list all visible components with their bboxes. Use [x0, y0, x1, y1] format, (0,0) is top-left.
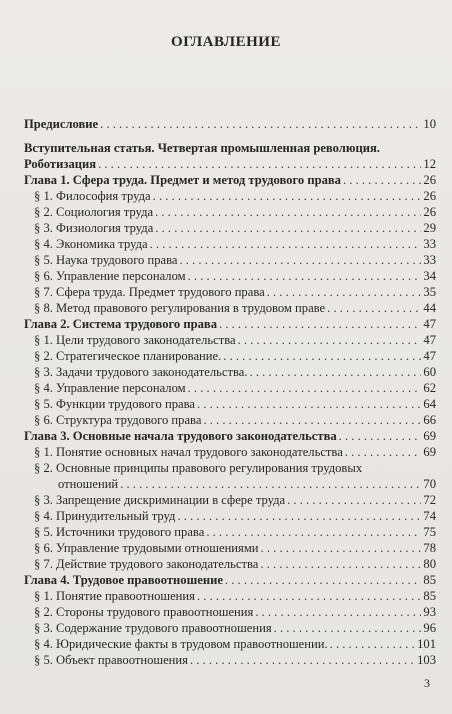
toc-entry-label: отношений [58, 477, 119, 491]
toc-section-entry[interactable] [24, 284, 436, 300]
toc-entry-label: § 4. Юридические факты в трудовом правоотношении. [34, 637, 328, 651]
toc-entry-label: Вступительная статья. Четвертая промышленная революция. [24, 141, 380, 155]
toc-leader-dots [120, 476, 421, 492]
toc-entry-page: 62 [423, 381, 436, 395]
toc-entry-label: § 6. Управление персоналом [34, 269, 186, 283]
toc-entry-page: 35 [423, 285, 436, 299]
toc-leader-dots [330, 636, 415, 652]
toc-section-entry[interactable] [24, 188, 436, 204]
toc-entry-label: § 1. Понятие основных начал трудового законодательства [34, 445, 343, 459]
toc-entry-page: 85 [423, 589, 436, 603]
toc-leader-dots [255, 604, 421, 620]
toc-section-entry[interactable] [24, 588, 436, 604]
toc-entry-page: 70 [423, 477, 436, 491]
toc-entry-label: § 2. Социология труда [34, 205, 154, 219]
toc-entry-page: 26 [423, 189, 436, 203]
toc-leader-dots [225, 572, 421, 588]
toc-section-entry[interactable] [24, 636, 436, 652]
toc-leader-dots [150, 236, 422, 252]
toc-entry-label: Предисловие [24, 117, 99, 131]
toc-leader-dots [327, 300, 421, 316]
toc-section-entry[interactable] [24, 652, 436, 668]
toc-leader-dots [190, 652, 415, 668]
toc-section-entry[interactable] [24, 220, 436, 236]
toc-section-entry[interactable] [24, 380, 436, 396]
toc-leader-dots [260, 556, 421, 572]
toc-section-entry[interactable] [24, 348, 436, 364]
toc-entry-page: 10 [423, 117, 436, 131]
toc-chapter-entry[interactable] [24, 156, 436, 172]
toc-entry-page: 78 [423, 541, 436, 555]
toc-leader-dots [339, 428, 422, 444]
toc-entry-page: 80 [423, 557, 436, 571]
toc-entry-label: § 3. Содержание трудового правоотношения [34, 621, 272, 635]
toc-leader-dots [238, 332, 422, 348]
toc-entry-page: 103 [417, 653, 436, 667]
toc-leader-dots [153, 188, 422, 204]
toc-section-entry[interactable] [24, 540, 436, 556]
toc-entry-label: § 4. Принудительный труд [34, 509, 176, 523]
toc-entry-label: § 1. Понятие правоотношения [34, 589, 195, 603]
toc-leader-dots [274, 620, 422, 636]
toc-entry-label: § 2. Основные принципы правового регулирования трудовых [34, 461, 363, 475]
toc-chapter-entry[interactable] [24, 140, 436, 156]
toc-entry-page: 74 [423, 509, 436, 523]
toc-section-entry[interactable] [24, 300, 436, 316]
toc-entry-label: § 7. Действие трудового законодательства [34, 557, 259, 571]
toc-entry-label: § 1. Цели трудового законодательства [34, 333, 236, 347]
toc-entry-label: § 3. Запрещение дискриминации в сфере труда [34, 493, 286, 507]
toc-leader-dots [177, 508, 421, 524]
toc-entry-label: § 7. Сфера труда. Предмет трудового права [34, 285, 265, 299]
toc-entry-label: Глава 3. Основные начала трудового законодательства [24, 429, 337, 443]
toc-entry-label: § 2. Стратегическое планирование. [34, 349, 222, 363]
toc-section-entry[interactable] [24, 556, 436, 572]
toc-entry-page: 66 [423, 413, 436, 427]
toc-entry-page: 47 [423, 349, 436, 363]
toc-leader-dots [267, 284, 422, 300]
toc-entry-page: 47 [423, 333, 436, 347]
toc-entry-page: 12 [423, 157, 436, 171]
toc-entry-page: 69 [423, 429, 436, 443]
toc-section-entry[interactable] [24, 492, 436, 508]
toc-chapter-entry[interactable] [24, 116, 436, 132]
toc-section-entry[interactable] [24, 460, 436, 476]
toc-entry-label: § 5. Объект правоотношения [34, 653, 188, 667]
toc-entry-label: Глава 2. Система трудового права [24, 317, 218, 331]
toc-leader-dots [219, 316, 421, 332]
toc-entry-label: § 3. Задачи трудового законодательства. [34, 365, 248, 379]
toc-chapter-entry[interactable] [24, 316, 436, 332]
toc-entry-label: Роботизация [24, 157, 97, 171]
toc-entry-page: 101 [417, 637, 436, 651]
toc-section-entry[interactable] [24, 508, 436, 524]
toc-entry-label: § 4. Экономика труда [34, 237, 148, 251]
toc-entry-page: 34 [423, 269, 436, 283]
toc-leader-dots [188, 268, 422, 284]
toc-entry-label: § 5. Наука трудового права [34, 253, 178, 267]
toc-leader-dots [155, 220, 421, 236]
toc-entry-page: 93 [423, 605, 436, 619]
toc-entry-page: 33 [423, 253, 436, 267]
toc-entry-page: 85 [423, 573, 436, 587]
toc-leader-dots [155, 204, 421, 220]
toc-entry-page: 47 [423, 317, 436, 331]
toc-section-entry[interactable] [24, 412, 436, 428]
toc-section-entry[interactable] [24, 524, 436, 540]
toc-entry-label: § 3. Физиология труда [34, 221, 154, 235]
toc-entry-label: § 1. Философия труда [34, 189, 151, 203]
toc-section-entry[interactable] [24, 476, 436, 492]
toc-section-entry[interactable] [24, 620, 436, 636]
page-number: 3 [424, 676, 430, 690]
toc-leader-dots [345, 444, 422, 460]
toc-chapter-entry[interactable] [24, 428, 436, 444]
toc-entry-page: 64 [423, 397, 436, 411]
toc-entry-label: § 8. Метод правового регулирования в трудовом праве [34, 301, 326, 315]
toc-entry-page: 26 [423, 173, 436, 187]
toc-leader-dots [98, 156, 421, 172]
toc-entry-label: § 4. Управление персоналом [34, 381, 186, 395]
toc-entry-label: § 5. Функции трудового права [34, 397, 195, 411]
toc-entry-page: 75 [423, 525, 436, 539]
toc-leader-dots [197, 396, 421, 412]
toc-leader-dots [206, 524, 421, 540]
toc-section-entry[interactable] [24, 332, 436, 348]
toc-section-entry[interactable] [24, 364, 436, 380]
toc-chapter-entry[interactable] [24, 572, 436, 588]
toc-entry-label: Глава 4. Трудовое правоотношение [24, 573, 223, 587]
toc-leader-dots [343, 172, 421, 188]
toc-leader-dots [261, 540, 422, 556]
toc-entry-page: 69 [423, 445, 436, 459]
toc-entry-page: 44 [423, 301, 436, 315]
toc-entry-page: 96 [423, 621, 436, 635]
toc-leader-dots [287, 492, 421, 508]
toc-entry-page: 60 [423, 365, 436, 379]
toc-section-entry[interactable] [24, 204, 436, 220]
toc-entry-label: § 6. Структура трудового права [34, 413, 202, 427]
toc-leader-dots [203, 412, 421, 428]
toc-entry-page: 26 [423, 205, 436, 219]
toc-entry-label: § 6. Управление трудовыми отношениями [34, 541, 259, 555]
toc-leader-dots [250, 364, 422, 380]
toc-leader-dots [100, 116, 421, 132]
toc-leader-dots [188, 380, 422, 396]
toc-leader-dots [223, 348, 421, 364]
toc-entry-label: Глава 1. Сфера труда. Предмет и метод трудового права [24, 173, 341, 187]
toc-entry-page: 72 [423, 493, 436, 507]
page-title: ОГЛАВЛЕНИЕ [171, 34, 281, 50]
toc-entry-label: § 5. Источники трудового права [34, 525, 205, 539]
toc-entry-page: 33 [423, 237, 436, 251]
toc-section-entry[interactable] [24, 444, 436, 460]
toc-section-entry[interactable] [24, 268, 436, 284]
toc-chapter-entry[interactable] [24, 172, 436, 188]
toc-section-entry[interactable] [24, 252, 436, 268]
toc-entry-page: 29 [423, 221, 436, 235]
toc-leader-dots [180, 252, 422, 268]
toc-section-entry[interactable] [24, 604, 436, 620]
toc-entry-label: § 2. Стороны трудового правоотношения [34, 605, 254, 619]
toc-section-entry[interactable] [24, 396, 436, 412]
toc-leader-dots [197, 588, 421, 604]
toc-section-entry[interactable] [24, 236, 436, 252]
